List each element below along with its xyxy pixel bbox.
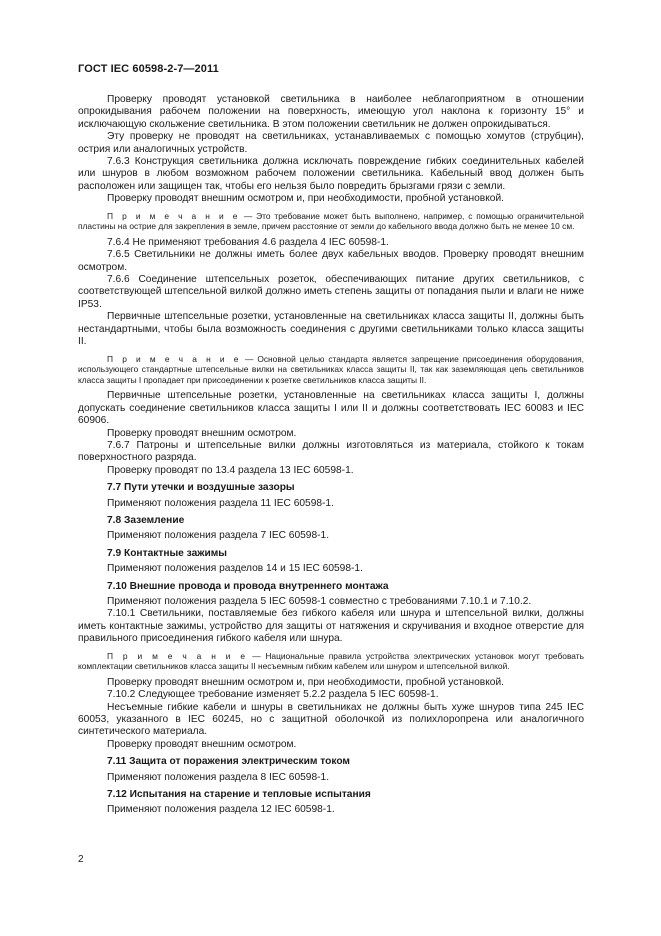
- note-text: — Национальные правила устройства электрических установок могут требовать комплектации светильников класса защиты II несъемным гибким кабелем или шнуром и штепсельной вилкой.: [78, 650, 584, 672]
- body-paragraph: Применяют положения раздела 8 IEC 60598-1.: [107, 771, 330, 783]
- section-heading: 7.10 Внешние провода и провода внутреннего монтажа: [107, 580, 389, 592]
- body-paragraph: Проверку проводят по 13.4 раздела 13 IEC 60598-1.: [107, 464, 354, 476]
- section-heading: 7.9 Контактные зажимы: [107, 547, 227, 559]
- body-paragraph: 7.6.4 Не применяют требования 4.6 раздела 4 IEC 60598-1.: [107, 236, 389, 248]
- note-label: П р и м е ч а н и е: [107, 650, 248, 661]
- body-paragraph: Первичные штепсельные розетки, установленные на светильниках класса защиты I, должны допускать соединение светильников класса защиты I или II и должны соответствовать IEC 60083 и IEC 60906.: [78, 390, 584, 427]
- note-paragraph: [78, 651, 584, 672]
- body-paragraph: 7.6.3 Конструкция светильника должна исключать повреждение гибких соединительных кабелей или шнуров в любом возможном рабочем положении светильника. Кабельный ввод должен быть расположен или защищен так, чтобы его нельзя было повредить брызгами грязи с земли.: [78, 156, 584, 192]
- body-paragraph: Эту проверку не проводят на светильниках, устанавливаемых с помощью хомутов (струбцин), острия или аналогичных устройств.: [78, 131, 584, 155]
- body-paragraph: 7.10.2 Следующее требование изменяет 5.2.2 раздела 5 IEC 60598-1.: [107, 689, 439, 701]
- body-paragraph: Проверку проводят внешним осмотром и, при необходимости, пробной установкой.: [107, 193, 504, 205]
- body-paragraph: Проверку проводят внешним осмотром.: [107, 738, 297, 750]
- document-header: ГОСТ IEC 60598-2-7—2011: [78, 63, 219, 75]
- body-paragraph: 7.6.6 Соединение штепсельных розеток, обеспечивающих питание других светильников, с соответствующей штепсельной вилкой должно иметь степень защиты от попадания пыли и влаги не ниже IP53.: [78, 274, 584, 310]
- note-text: — Это требование может быть выполнено, например, с помощью ограничительной пластины на острие для закрепления в земле, причем расстояние от земли до кабельного ввода должно быть не менее 10 см.: [78, 210, 584, 232]
- page-number: 2: [78, 854, 84, 865]
- body-paragraph: Проверку проводят установкой светильника в наиболее неблагоприятном в отношении опрокидывания рабочем положении на поверхность, имеющую угол наклона к горизонту 15° и исключающую скольжение светильника. В этом положении светильник не должен опрокидываться.: [78, 94, 584, 130]
- body-paragraph: Несъемные гибкие кабели и шнуры в светильниках не должны быть хуже шнуров типа 245 IEC 60053, указанного в IEC 60245, но с защитной оболочкой из полихлоропрена или аналогичного синтетического материала.: [78, 701, 584, 738]
- section-heading: 7.8 Заземление: [107, 514, 185, 526]
- body-paragraph: Применяют положения раздела 5 IEC 60598-1 совместно с требованиями 7.10.1 и 7.10.2.: [107, 595, 532, 607]
- section-heading: 7.12 Испытания на старение и тепловые испытания: [107, 789, 371, 801]
- body-paragraph: Первичные штепсельные розетки, установленные на светильниках класса защиты II, должны быть нестандартными, чтобы была возможность соединения с другими светильниками только класса защиты II.: [78, 311, 584, 348]
- document-body: [78, 94, 584, 817]
- note-label: П р и м е ч а н и е: [107, 353, 242, 364]
- body-paragraph: Применяют положения раздела 11 IEC 60598-1.: [107, 497, 334, 509]
- body-paragraph: Проверку проводят внешним осмотром и, при необходимости, пробной установкой.: [107, 676, 504, 688]
- note-paragraph: [78, 211, 584, 232]
- note-text: — Основной целью стандарта является запрещение присоединения оборудования, использующего стандартные штепсельные вилки на светильниках класса защиты II, так как заземляющая цепь светильников класса защиты I пропадает при присоединении к розетке светильников класса защиты II.: [78, 353, 584, 385]
- body-paragraph: Проверку проводят внешним осмотром.: [107, 427, 297, 439]
- body-paragraph: 7.6.5 Светильники не должны иметь более двух кабельных вводов. Проверку проводят внешним осмотром.: [78, 249, 584, 273]
- body-paragraph: Применяют положения раздела 7 IEC 60598-1.: [107, 530, 330, 542]
- note-label: П р и м е ч а н и е: [107, 210, 240, 221]
- section-heading: 7.7 Пути утечки и воздушные зазоры: [107, 482, 295, 494]
- body-paragraph: Применяют положения разделов 14 и 15 IEC 60598-1.: [107, 563, 363, 575]
- note-paragraph: [78, 354, 584, 386]
- section-heading: 7.11 Защита от поражения электрическим током: [107, 756, 350, 768]
- body-paragraph: 7.10.1 Светильники, поставляемые без гибкого кабеля или шнура и штепсельной вилки, должны иметь контактные зажимы, устройство для защиты от натяжения и скручивания и входное отверстие для правильного присоединения гибкого кабеля или шнура.: [78, 608, 584, 645]
- body-paragraph: 7.6.7 Патроны и штепсельные вилки должны изготовляться из материала, стойкого к токам поверхностного разряда.: [78, 439, 584, 464]
- body-paragraph: Применяют положения раздела 12 IEC 60598-1.: [107, 804, 335, 816]
